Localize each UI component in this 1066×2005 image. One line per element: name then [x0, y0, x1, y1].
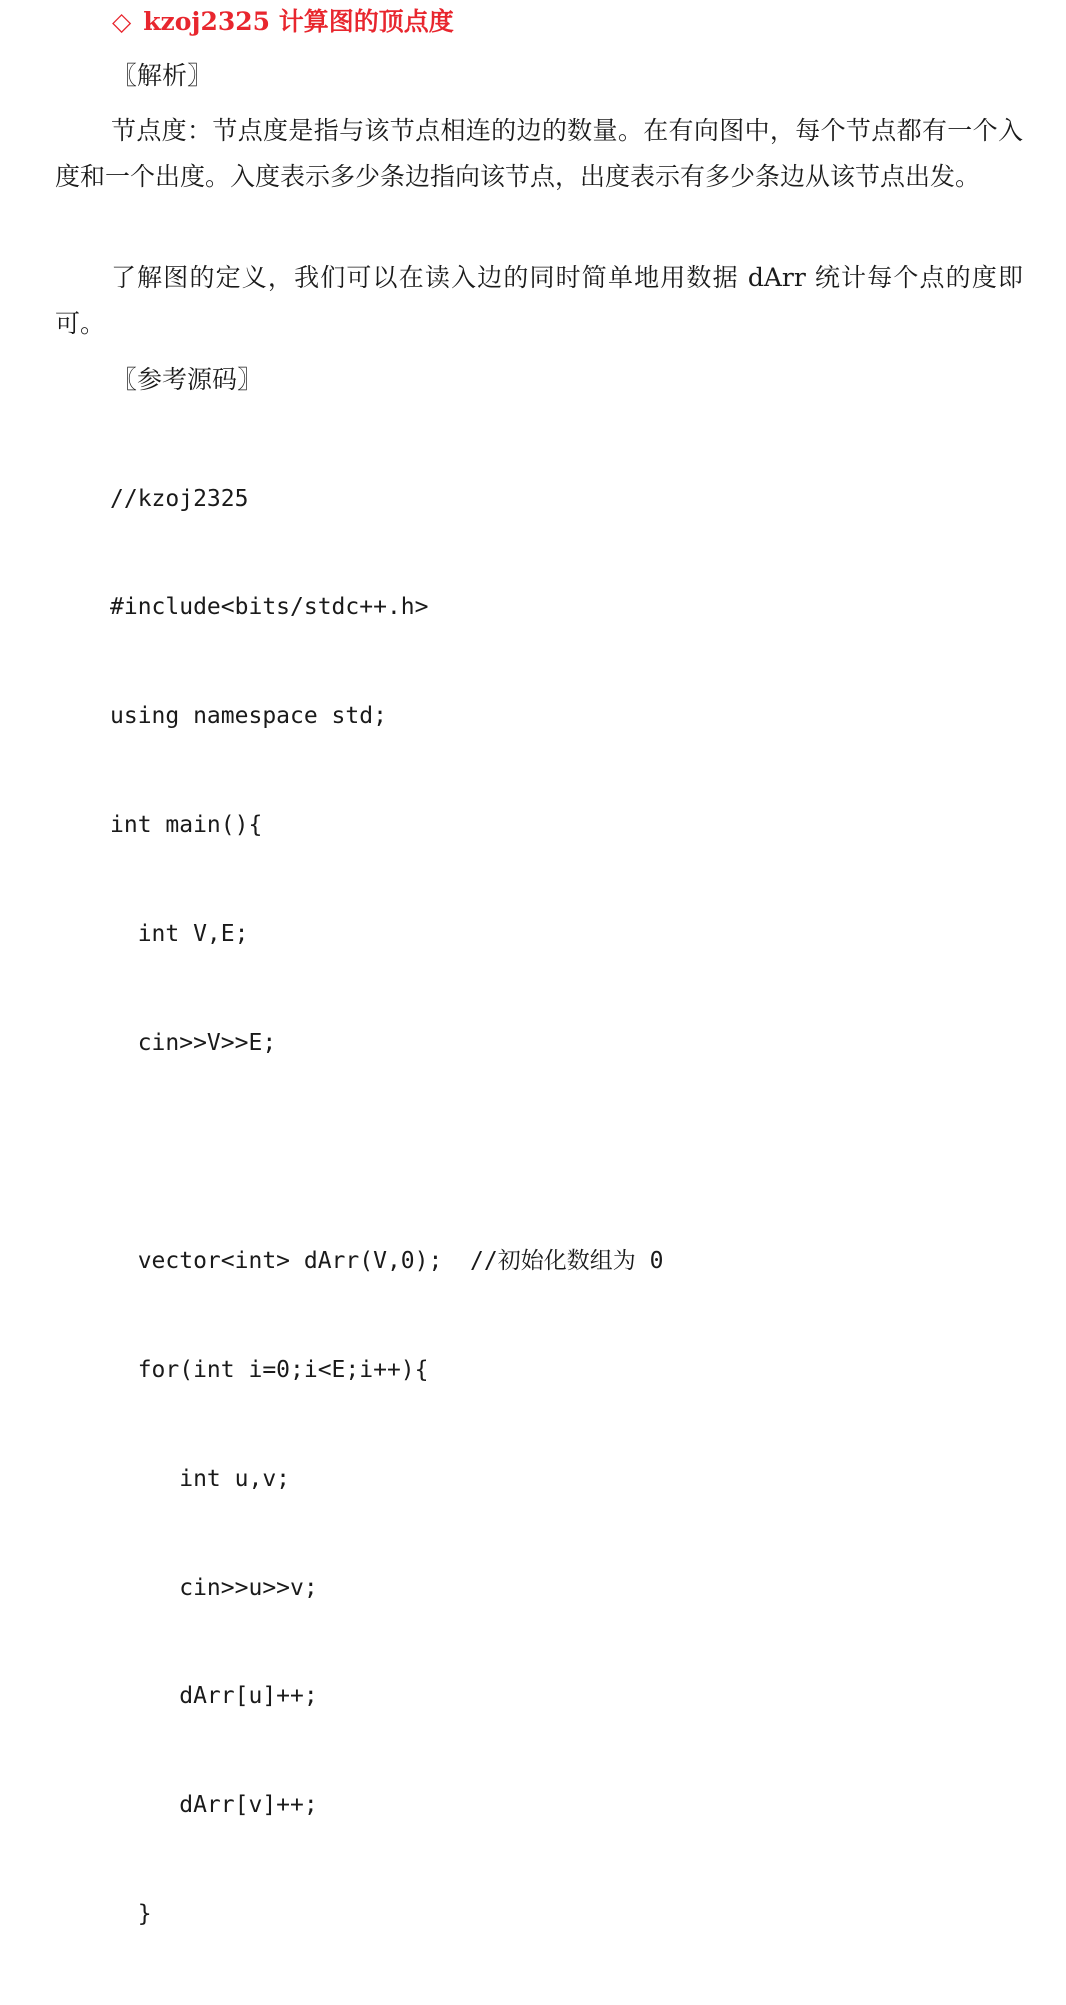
code-line: } — [110, 1901, 152, 1928]
code-line: using namespace std; — [110, 703, 387, 730]
problem-title-text: kzoj2325 计算图的顶点度 — [143, 7, 454, 36]
code-line: int u,v; — [110, 1465, 291, 1492]
paragraph-node-degree: 节点度：节点度是指与该节点相连的边的数量。在有向图中，每个节点都有一个入度和一个出度。入度表示多少条边指向该节点，出度表示有多少条边从该节点出发。 — [55, 116, 1023, 191]
code-line: //kzoj2325 — [110, 485, 249, 512]
code-line — [110, 1134, 663, 1170]
paragraph-method: 了解图的定义，我们可以在读入边的同时简单地用数据 dArr 统计每个点的度即可。 — [55, 263, 1023, 338]
problem-title — [112, 4, 454, 40]
code-line: dArr[u]++; — [110, 1683, 318, 1710]
code-line: int V,E; — [110, 921, 249, 948]
analysis-heading: 〖解析〗 — [112, 61, 213, 90]
code-line: for(int i=0;i<E;i++){ — [110, 1356, 429, 1383]
code-block — [110, 408, 663, 2005]
code-line: cin>>u>>v; — [110, 1574, 318, 1601]
code-line: #include<bits/stdc++.h> — [110, 594, 429, 621]
code-line: int main(){ — [110, 812, 263, 839]
diamond-icon: ◇ — [112, 7, 132, 36]
code-line: vector<int> dArr(V,0); //初始化数组为 0 — [110, 1247, 664, 1274]
code-line: dArr[v]++; — [110, 1792, 318, 1819]
code-line: cin>>V>>E; — [110, 1030, 277, 1057]
source-code-heading: 〖参考源码〗 — [112, 365, 263, 394]
